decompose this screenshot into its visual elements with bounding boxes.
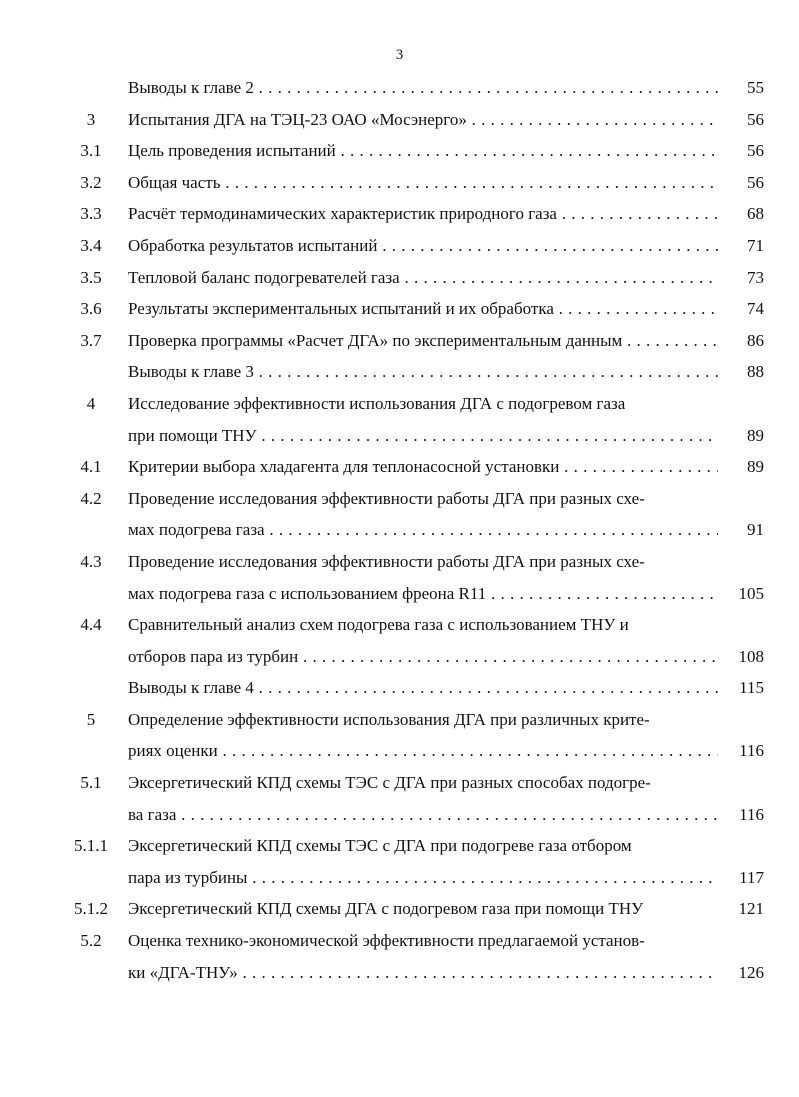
toc-entry-number: 3.5 [80,267,102,287]
toc-entry-page: 116 [739,741,764,761]
toc-entry-number: 5.1.2 [74,899,108,919]
toc-entry-number: 4.3 [80,551,102,571]
toc-entry-title: отборов пара из турбин . . . [128,641,718,673]
toc-entry-page: 105 [738,583,764,603]
toc-entry-title: Выводы к главе 3 . . . [128,356,718,388]
toc-entry-line [0,704,799,736]
toc-entry-line [0,578,799,610]
toc-entry-line [0,641,799,673]
toc-entry-title: Определение эффективности использования ДГА при различных крите- [128,709,650,729]
toc-entry-number: 3.3 [80,204,102,224]
toc-entry-title: Эксергетический КПД схемы ТЭС с ДГА при подогреве газа отбором [128,836,632,856]
toc-entry-page: 56 [747,109,764,129]
toc-entry-number: 5.1 [80,773,102,793]
toc-entry-line [0,893,799,925]
toc-entry-page: 56 [747,172,764,192]
toc-entry-line [0,167,799,199]
toc-entry-number: 5.1.1 [74,836,108,856]
toc-entry-line [0,957,799,989]
toc-entry-title: Проверка программы «Расчет ДГА» по экспериментальным данным . . . [128,325,718,357]
toc-entry-title: Эксергетический КПД схемы ТЭС с ДГА при разных способах подогре- [128,773,651,793]
toc-entry-title: Цель проведения испытаний . . . [128,135,718,167]
page-number: 3 [395,47,404,63]
toc-entry-line [0,293,799,325]
toc-entry-page: 68 [747,204,764,224]
toc-entry-title: Выводы к главе 4 . . . [128,672,718,704]
toc-entry-title: Расчёт термодинамических характеристик природного газа . . . [128,198,718,230]
toc-entry-number: 4 [86,393,96,413]
toc-entry-page: 56 [747,141,764,161]
toc-entry-title: Испытания ДГА на ТЭЦ-23 ОАО «Мосэнерго» . . . [128,104,718,136]
toc-entry-page: 55 [747,78,764,97]
table-of-contents [0,72,799,988]
toc-entry-page: 91 [747,520,764,540]
toc-entry-page: 88 [747,362,764,382]
toc-entry-line [0,767,799,799]
toc-entry-title: пара из турбины . . . [128,862,718,894]
toc-entry-title: Исследование эффективности использования ДГА с подогревом газа [128,393,626,413]
toc-entry-line [0,546,799,578]
toc-entry-number: 4.2 [80,488,102,508]
toc-entry-line [0,230,799,262]
toc-entry-line [0,830,799,862]
toc-entry-number: 4.1 [80,457,102,477]
toc-entry-line [0,735,799,767]
toc-entry-title: при помощи ТНУ . . . [128,420,718,452]
toc-entry-number: 3 [86,109,96,129]
toc-entry-line [0,609,799,641]
toc-entry-title: Проведение исследования эффективности работы ДГА при разных схе- [128,551,645,571]
toc-entry-page: 126 [738,962,764,982]
toc-entry-page: 108 [738,646,764,666]
toc-entry-page: 89 [747,425,764,445]
toc-entry-title: мах подогрева газа . . . [128,514,718,546]
toc-entry-page: 116 [739,804,764,824]
toc-entry-line [0,198,799,230]
toc-entry-line [0,388,799,420]
toc-entry-page: 74 [747,299,764,319]
toc-entry-number: 3.1 [80,141,102,161]
toc-entry-page: 117 [739,867,764,887]
toc-entry-line [0,262,799,294]
toc-entry-line [0,799,799,831]
toc-entry-line [0,325,799,357]
toc-entry-number: 5.2 [80,931,102,951]
toc-entry-page: 71 [747,235,764,255]
toc-entry-line [0,483,799,515]
toc-entry-title: мах подогрева газа с использованием фреона R11 . . . [128,578,718,610]
toc-entry-number: 3.6 [80,299,102,319]
toc-entry-title: Критерии выбора хладагента для теплонасосной установки . . . [128,451,718,483]
toc-entry-page: 86 [747,330,764,350]
toc-entry-line [0,356,799,388]
toc-entry-title: Проведение исследования эффективности работы ДГА при разных схе- [128,488,645,508]
toc-entry-page: 89 [747,457,764,477]
toc-entry-title: Обработка результатов испытаний . . . [128,230,718,262]
toc-entry-page: 121 [738,899,764,919]
toc-entry-line [0,420,799,452]
toc-entry-number: 5 [86,709,96,729]
toc-entry-number: 4.4 [80,615,102,635]
toc-entry-title: Эксергетический КПД схемы ДГА с подогревом газа при помощи ТНУ [128,899,644,919]
toc-entry-title: Выводы к главе 2 . . . [128,72,718,104]
toc-entry-line [0,925,799,957]
toc-entry-title: Тепловой баланс подогревателей газа . . . [128,262,718,294]
toc-entry-line [0,862,799,894]
toc-entry-page: 115 [739,678,764,698]
toc-entry-number: 3.4 [80,235,102,255]
toc-entry-title: Оценка технико-экономической эффективности предлагаемой установ- [128,931,645,951]
toc-entry-title: риях оценки . . . [128,735,718,767]
toc-entry-line [0,72,799,104]
toc-entry-title: ва газа . . . [128,799,718,831]
toc-entry-title: Результаты экспериментальных испытаний и их обработка . . . [128,293,718,325]
toc-entry-title: Сравнительный анализ схем подогрева газа с использованием ТНУ и [128,615,629,635]
toc-entry-line [0,104,799,136]
toc-entry-title: ки «ДГА-ТНУ» . . . [128,957,718,989]
toc-entry-page: 73 [747,267,764,287]
toc-entry-number: 3.2 [80,172,102,192]
toc-entry-number: 3.7 [80,330,102,350]
toc-entry-line [0,135,799,167]
toc-entry-line [0,451,799,483]
toc-entry-line [0,672,799,704]
toc-entry-line [0,514,799,546]
toc-entry-title: Общая часть . . . [128,167,718,199]
